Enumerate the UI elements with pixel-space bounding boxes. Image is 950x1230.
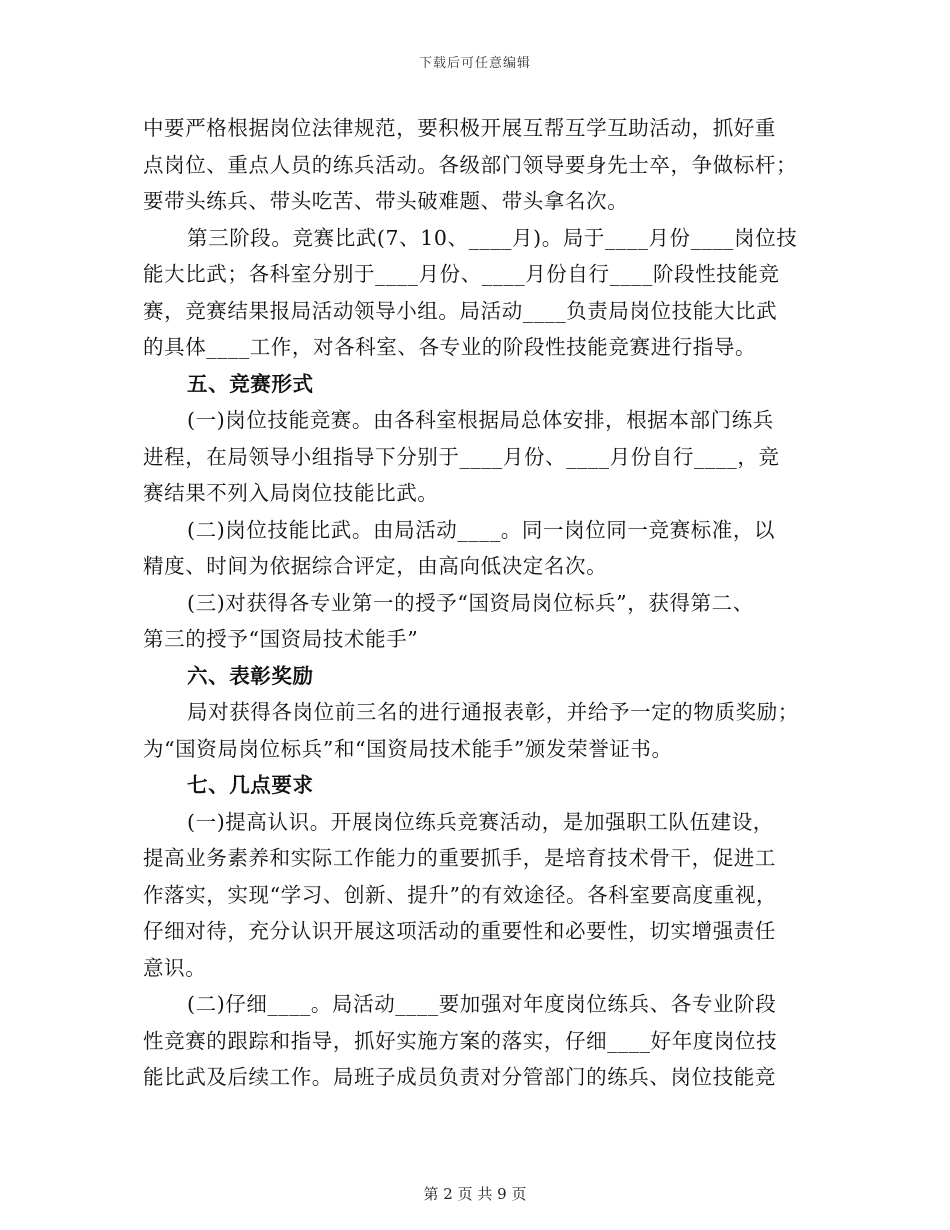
document-body: [143, 110, 808, 1096]
text-line: (一)提高认识。开展岗位练兵竞赛活动，是加强职工队伍建设，: [187, 809, 774, 834]
text-line: (二)仔细____。局活动____要加强对年度岗位练兵、各专业阶段: [187, 992, 777, 1016]
text-line: 进程，在局领导小组指导下分别于____月份、____月份自行____，竞: [143, 444, 780, 469]
text-line: 第三阶段。竞赛比武(7、10、____月)。局于____月份____岗位技: [187, 225, 798, 250]
text-line: 性竞赛的跟踪和指导，抓好实施方案的落实，仔细____好年度岗位技: [143, 1028, 778, 1053]
section-heading: 七、几点要求: [187, 773, 314, 797]
text-line: 的具体____工作，对各科室、各专业的阶段性技能竞赛进行指导。: [143, 335, 757, 359]
page-header: 下载后可任意编辑: [418, 56, 531, 71]
text-line: 赛结果不列入局岗位技能比武。: [143, 481, 439, 505]
text-line: 提高业务素养和实际工作能力的重要抓手，是培育技术骨干，促进工: [143, 846, 776, 870]
text-line: 能大比武；各科室分别于____月份、____月份自行____阶段性技能竞: [143, 262, 780, 286]
text-line: 为“国资局岗位标兵”和“国资局技术能手”颁发荣誉证书。: [143, 736, 673, 761]
text-line: 要带头练兵、带头吃苦、带头破难题、带头拿名次。: [143, 189, 629, 213]
text-line: 精度、时间为依据综合评定，由高向低决定名次。: [143, 554, 608, 578]
page-number: 第 2 页 共 9 页: [423, 1185, 527, 1203]
text-line: (二)岗位技能比武。由局活动____。同一岗位同一竞赛标准，以: [187, 517, 776, 542]
text-line: (一)岗位技能竞赛。由各科室根据局总体安排，根据本部门练兵: [187, 408, 774, 432]
text-line: 第三的授予“国资局技术能手”: [143, 627, 419, 651]
text-line: 仔细对待，充分认识开展这项活动的重要性和必要性，切实增强责任: [143, 919, 776, 943]
text-line: 中要严格根据岗位法律规范，要积极开展互帮互学互助活动，抓好重: [143, 116, 776, 140]
text-line: 赛，竞赛结果报局活动领导小组。局活动____负责局岗位技能大比武: [143, 298, 778, 323]
text-line: 点岗位、重点人员的练兵活动。各级部门领导要身先士卒，争做标杆；: [143, 152, 798, 177]
text-line: 能比武及后续工作。局班子成员负责对分管部门的练兵、岗位技能竞: [143, 1065, 776, 1089]
text-line: 局对获得各岗位前三名的进行通报表彰，并给予一定的物质奖励；: [187, 700, 799, 724]
text-line: 作落实，实现“学习、创新、提升”的有效途径。各科室要高度重视，: [143, 882, 778, 907]
text-line: 意识。: [143, 955, 207, 980]
text-line: (三)对获得各专业第一的授予“国资局岗位标兵”，获得第二、: [187, 590, 754, 615]
section-heading: 五、竞赛形式: [187, 371, 314, 396]
section-heading: 六、表彰奖励: [187, 663, 314, 688]
